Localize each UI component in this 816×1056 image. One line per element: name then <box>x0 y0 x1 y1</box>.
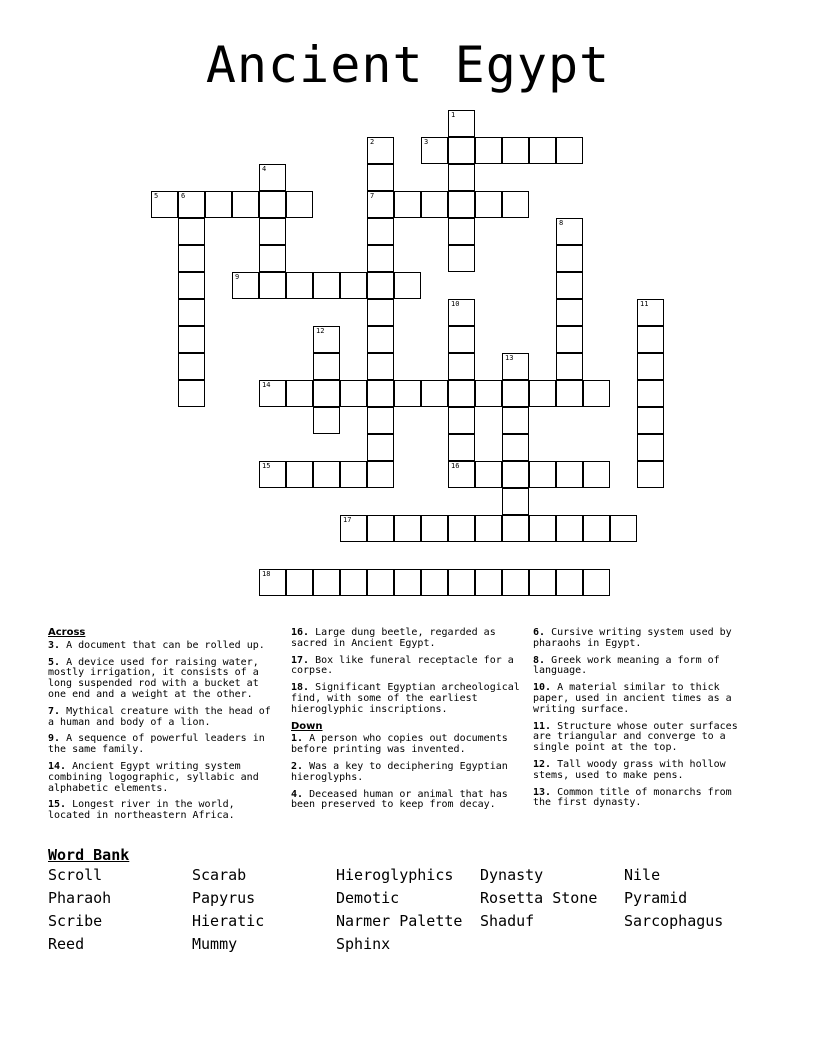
word-bank-item: Papyrus <box>192 889 256 907</box>
crossword-cell[interactable] <box>556 515 583 542</box>
crossword-cell[interactable] <box>421 380 448 407</box>
crossword-cell[interactable] <box>367 461 394 488</box>
crossword-cell[interactable] <box>529 515 556 542</box>
crossword-cell[interactable] <box>556 569 583 596</box>
crossword-cell[interactable] <box>583 515 610 542</box>
crossword-cell[interactable] <box>313 272 340 299</box>
crossword-cell[interactable] <box>556 245 583 272</box>
clue-across-5: 5. A device used for raising water, mostly irrigation, it consists of a long suspended rod with a bucket at one end and a weight at the other. <box>48 656 259 700</box>
crossword-cell[interactable] <box>637 461 664 488</box>
crossword-cell[interactable] <box>448 461 475 488</box>
clue-number: 11 <box>640 300 649 308</box>
crossword-cell[interactable] <box>502 380 529 407</box>
crossword-cell[interactable] <box>421 569 448 596</box>
crossword-cell[interactable] <box>529 380 556 407</box>
crossword-cell[interactable] <box>313 353 340 380</box>
crossword-cell[interactable] <box>259 191 286 218</box>
crossword-cell[interactable] <box>502 137 529 164</box>
word-bank-item: Narmer Palette <box>336 912 463 930</box>
crossword-cell[interactable] <box>178 272 205 299</box>
crossword-cell[interactable] <box>421 137 448 164</box>
word-bank-item: Sarcophagus <box>624 912 724 930</box>
clue-across-18: 18. Significant Egyptian archeological find, with some of the earliest hieroglyphic inscriptions. <box>291 682 520 715</box>
across-heading: Across <box>48 627 86 638</box>
crossword-cell[interactable] <box>475 515 502 542</box>
word-bank-title: Word Bank <box>48 846 130 864</box>
clue-across-16: 16. Large dung beetle, regarded as sacred in Ancient Egypt. <box>291 627 496 649</box>
word-bank-item: Sphinx <box>336 935 391 953</box>
clue-number: 13 <box>505 354 514 362</box>
word-bank-item: Scroll <box>48 866 103 884</box>
crossword-cell[interactable] <box>610 515 637 542</box>
clue-number: 15 <box>262 462 271 470</box>
crossword-cell[interactable] <box>367 245 394 272</box>
clue-number: 5 <box>154 192 159 200</box>
crossword-cell[interactable] <box>502 434 529 461</box>
crossword-cell[interactable] <box>637 353 664 380</box>
crossword-cell[interactable] <box>448 299 475 326</box>
crossword-cell[interactable] <box>259 245 286 272</box>
crossword-cell[interactable] <box>313 380 340 407</box>
crossword-cell[interactable] <box>259 218 286 245</box>
crossword-cell[interactable] <box>556 380 583 407</box>
clue-number: 6 <box>181 192 186 200</box>
clue-number: 9 <box>235 273 240 281</box>
crossword-cell[interactable] <box>394 380 421 407</box>
word-bank-item: Demotic <box>336 889 400 907</box>
crossword-cell[interactable] <box>286 461 313 488</box>
crossword-cell[interactable] <box>556 461 583 488</box>
crossword-cell[interactable] <box>205 191 232 218</box>
crossword-cell[interactable] <box>448 137 475 164</box>
crossword-cell[interactable] <box>286 272 313 299</box>
word-bank-item: Hieratic <box>192 912 265 930</box>
word-bank-item: Scarab <box>192 866 247 884</box>
clue-across-15: 15. Longest river in the world, located in northeastern Africa. <box>48 799 235 822</box>
crossword-cell[interactable] <box>367 137 394 164</box>
crossword-cell[interactable] <box>367 326 394 353</box>
crossword-cell[interactable] <box>178 245 205 272</box>
crossword-cell[interactable] <box>367 407 394 434</box>
crossword-cell[interactable] <box>286 569 313 596</box>
crossword-cell[interactable] <box>421 191 448 218</box>
crossword-cell[interactable] <box>502 191 529 218</box>
crossword-cell[interactable] <box>394 569 421 596</box>
clue-down-6: 6. Cursive writing system used by pharaohs in Egypt. <box>533 627 732 649</box>
crossword-cell[interactable] <box>340 515 367 542</box>
word-bank-item: Pharaoh <box>48 889 112 907</box>
crossword-cell[interactable] <box>556 137 583 164</box>
crossword-cell[interactable] <box>178 380 205 407</box>
crossword-cell[interactable] <box>313 461 340 488</box>
word-bank-item: Shaduf <box>480 912 535 930</box>
crossword-cell[interactable] <box>313 326 340 353</box>
clue-across-17: 17. Box like funeral receptacle for a corpse. <box>291 654 514 677</box>
crossword-cell[interactable] <box>448 245 475 272</box>
crossword-cell[interactable] <box>394 191 421 218</box>
crossword-cell[interactable] <box>151 191 178 218</box>
down-heading: Down <box>291 720 323 732</box>
crossword-cell[interactable] <box>583 380 610 407</box>
crossword-cell[interactable] <box>178 191 205 218</box>
crossword-cell[interactable] <box>232 191 259 218</box>
crossword-cell[interactable] <box>529 137 556 164</box>
crossword-cell[interactable] <box>286 380 313 407</box>
clue-number: 2 <box>370 138 375 146</box>
word-bank-item: Pyramid <box>624 889 688 907</box>
crossword-cell[interactable] <box>340 569 367 596</box>
crossword-cell[interactable] <box>637 380 664 407</box>
clue-down-1: 1. A person who copies out documents before printing was invented. <box>291 733 508 756</box>
crossword-cell[interactable] <box>367 299 394 326</box>
crossword-cell[interactable] <box>556 353 583 380</box>
clue-number: 17 <box>343 516 352 524</box>
crossword-cell[interactable] <box>178 353 205 380</box>
crossword-cell[interactable] <box>556 272 583 299</box>
crossword-cell[interactable] <box>178 326 205 353</box>
crossword-cell[interactable] <box>448 326 475 353</box>
crossword-cell[interactable] <box>259 461 286 488</box>
word-bank-row <box>48 889 768 912</box>
word-bank-item: Nile <box>624 866 661 884</box>
clue-down-13: 13. Common title of monarchs from the first dynasty. <box>533 786 732 809</box>
clue-number: 18 <box>262 570 271 578</box>
clue-down-8: 8. Greek work meaning a form of language. <box>533 654 720 677</box>
crossword-cell[interactable] <box>367 191 394 218</box>
clue-number: 14 <box>262 381 271 389</box>
crossword-cell[interactable] <box>556 299 583 326</box>
word-bank-row <box>48 912 768 935</box>
clue-down-11: 11. Structure whose outer surfaces are triangular and converge to a single point at the top. <box>533 720 738 754</box>
clue-number: 8 <box>559 219 564 227</box>
crossword-cell[interactable] <box>178 218 205 245</box>
crossword-cell[interactable] <box>583 461 610 488</box>
crossword-cell[interactable] <box>340 272 367 299</box>
crossword-cell[interactable] <box>448 191 475 218</box>
clue-across-3: 3. A document that can be rolled up. <box>48 639 265 651</box>
clue-down-2: 2. Was a key to deciphering Egyptian hieroglyphs. <box>291 760 508 783</box>
crossword-cell[interactable] <box>286 191 313 218</box>
clue-number: 12 <box>316 327 325 335</box>
crossword-cell[interactable] <box>259 164 286 191</box>
word-bank-item: Mummy <box>192 935 238 953</box>
crossword-cell[interactable] <box>448 353 475 380</box>
clue-across-9: 9. A sequence of powerful leaders in the same family. <box>48 733 265 756</box>
word-bank-item: Rosetta Stone <box>480 889 598 907</box>
crossword-cell[interactable] <box>475 380 502 407</box>
crossword-cell[interactable] <box>340 380 367 407</box>
crossword-cell[interactable] <box>394 272 421 299</box>
clue-down-4: 4. Deceased human or animal that has been preserved to keep from decay. <box>291 788 508 811</box>
crossword-cell[interactable] <box>367 164 394 191</box>
clue-number: 4 <box>262 165 267 173</box>
crossword-cell[interactable] <box>502 461 529 488</box>
crossword-cell[interactable] <box>502 488 529 515</box>
crossword-cell[interactable] <box>637 407 664 434</box>
word-bank-item: Scribe <box>48 912 103 930</box>
crossword-cell[interactable] <box>475 461 502 488</box>
clues-column-2 <box>291 628 521 817</box>
crossword-cell[interactable] <box>421 515 448 542</box>
crossword-cell[interactable] <box>367 218 394 245</box>
crossword-cell[interactable] <box>313 407 340 434</box>
crossword-cell[interactable] <box>448 218 475 245</box>
clue-number: 7 <box>370 192 375 200</box>
word-bank-item: Dynasty <box>480 866 544 884</box>
crossword-cell[interactable] <box>367 434 394 461</box>
crossword-cell[interactable] <box>448 515 475 542</box>
crossword-cell[interactable] <box>259 569 286 596</box>
word-bank-row <box>48 866 768 889</box>
crossword-cell[interactable] <box>637 326 664 353</box>
page-title: Ancient Egypt <box>205 36 611 94</box>
crossword-cell[interactable] <box>367 569 394 596</box>
crossword-cell[interactable] <box>448 380 475 407</box>
clues-column-1 <box>48 628 274 828</box>
crossword-cell[interactable] <box>475 137 502 164</box>
clue-number: 16 <box>451 462 460 470</box>
crossword-cell[interactable] <box>637 434 664 461</box>
crossword-cell[interactable] <box>448 110 475 137</box>
crossword-cell[interactable] <box>556 218 583 245</box>
crossword-cell[interactable] <box>232 272 259 299</box>
word-bank-item: Reed <box>48 935 85 953</box>
clue-number: 1 <box>451 111 456 119</box>
crossword-cell[interactable] <box>448 434 475 461</box>
crossword-cell[interactable] <box>529 461 556 488</box>
crossword-cell[interactable] <box>313 569 340 596</box>
crossword-cell[interactable] <box>502 407 529 434</box>
crossword-cell[interactable] <box>259 380 286 407</box>
crossword-cell[interactable] <box>394 515 421 542</box>
word-bank <box>48 866 768 958</box>
clue-across-14: 14. Ancient Egypt writing system combining logographic, syllabic and alphabetic elements. <box>48 760 259 794</box>
crossword-cell[interactable] <box>637 299 664 326</box>
clue-across-7: 7. Mythical creature with the head of a human and body of a lion. <box>48 705 271 728</box>
crossword-cell[interactable] <box>502 569 529 596</box>
clue-number: 3 <box>424 138 429 146</box>
crossword-cell[interactable] <box>259 272 286 299</box>
crossword-cell[interactable] <box>502 353 529 380</box>
crossword-cell[interactable] <box>475 191 502 218</box>
crossword-cell[interactable] <box>340 461 367 488</box>
crossword-cell[interactable] <box>583 569 610 596</box>
word-bank-item: Hieroglyphics <box>336 866 454 884</box>
crossword-cell[interactable] <box>367 515 394 542</box>
crossword-cell[interactable] <box>178 299 205 326</box>
clue-down-12: 12. Tall woody grass with hollow stems, used to make pens. <box>533 758 726 781</box>
crossword-cell[interactable] <box>448 407 475 434</box>
crossword-cell[interactable] <box>367 380 394 407</box>
crossword-cell[interactable] <box>367 272 394 299</box>
word-bank-row <box>48 935 768 958</box>
crossword-cell[interactable] <box>475 569 502 596</box>
crossword-cell[interactable] <box>529 569 556 596</box>
crossword-cell[interactable] <box>367 353 394 380</box>
crossword-cell[interactable] <box>556 326 583 353</box>
crossword-cell[interactable] <box>448 164 475 191</box>
clues-column-3 <box>533 628 755 815</box>
crossword-cell[interactable] <box>502 515 529 542</box>
clue-down-10: 10. A material similar to thick paper, used in ancient times as a writing surface. <box>533 682 732 715</box>
crossword-cell[interactable] <box>448 569 475 596</box>
clue-number: 10 <box>451 300 460 308</box>
